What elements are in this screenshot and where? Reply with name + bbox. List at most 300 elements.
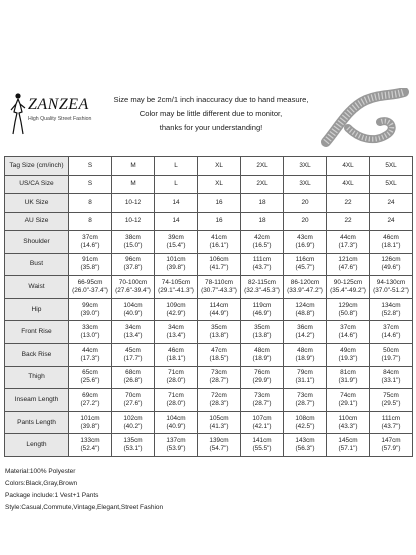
size-cell: 14: [155, 212, 198, 231]
size-cell: S: [69, 175, 112, 194]
cm-value: 37cm: [82, 233, 98, 241]
inch-value: (29.1"): [338, 399, 358, 407]
cm-value: 70cm: [125, 391, 141, 399]
measure-row: [5, 276, 413, 299]
header: [0, 88, 416, 152]
cm-value: 135cm: [123, 437, 143, 445]
measure-cell: [155, 276, 198, 299]
inch-value: (40.9"): [166, 422, 186, 430]
size-cell: 3XL: [284, 175, 327, 194]
measure-cell: [198, 366, 241, 389]
inch-value: (55.5"): [252, 445, 272, 453]
measure-cell: [284, 253, 327, 276]
size-cell: 5XL: [370, 175, 413, 194]
inch-value: (16.9"): [295, 241, 315, 249]
inch-value: (19.7"): [381, 354, 401, 362]
cm-value: 133cm: [80, 437, 100, 445]
measure-cell: [69, 253, 112, 276]
inch-value: (56.3"): [295, 445, 315, 453]
size-cell: 22: [327, 194, 370, 213]
measure-cell: [327, 276, 370, 299]
inch-value: (32.3"-45.3"): [244, 286, 280, 294]
inch-value: (28.7"): [295, 399, 315, 407]
measure-cell: [155, 434, 198, 457]
fashion-figure-icon: [8, 92, 28, 136]
measure-cell: [112, 298, 155, 321]
cm-value: 79cm: [297, 369, 313, 377]
measure-cell: [370, 389, 413, 412]
measure-cell: [284, 343, 327, 366]
inch-value: (49.6"): [381, 264, 401, 272]
measure-row: [5, 389, 413, 412]
inch-value: (16.1"): [209, 241, 229, 249]
cm-value: 38cm: [125, 233, 141, 241]
cm-value: 104cm: [166, 414, 186, 422]
row-label: Hip: [5, 298, 69, 321]
measure-cell: [241, 434, 284, 457]
cm-value: 73cm: [211, 369, 227, 377]
inch-value: (39.8"): [166, 264, 186, 272]
size-cell: 10-12: [112, 212, 155, 231]
cm-value: 35cm: [211, 324, 227, 332]
cm-value: 101cm: [166, 256, 186, 264]
cm-value: 69cm: [82, 391, 98, 399]
cm-value: 37cm: [383, 324, 399, 332]
inch-value: (41.7"): [209, 264, 229, 272]
cm-value: 102cm: [123, 414, 143, 422]
size-cell: 4XL: [327, 157, 370, 176]
measure-cell: [198, 298, 241, 321]
cm-value: 73cm: [297, 391, 313, 399]
info-colors: Colors:Black,Gray,Brown: [5, 480, 78, 487]
size-cell: 4XL: [327, 175, 370, 194]
cm-value: 46cm: [168, 346, 184, 354]
row-label: Bust: [5, 253, 69, 276]
cm-value: 105cm: [209, 414, 229, 422]
measure-cell: [112, 253, 155, 276]
inch-value: (54.7"): [209, 445, 229, 453]
measure-cell: [370, 434, 413, 457]
cm-value: 81cm: [340, 369, 356, 377]
inch-value: (40.9"): [123, 309, 143, 317]
inch-value: (13.0"): [80, 332, 100, 340]
inch-value: (27.6"): [123, 399, 143, 407]
cm-value: 34cm: [125, 324, 141, 332]
cm-value: 78-110cm: [205, 278, 233, 286]
size-row: [5, 194, 413, 213]
measure-row: [5, 253, 413, 276]
size-cell: 5XL: [370, 157, 413, 176]
inch-value: (27.6"-39.4"): [115, 286, 151, 294]
measure-cell: [69, 411, 112, 434]
cm-value: 39cm: [168, 233, 184, 241]
measure-cell: [112, 366, 155, 389]
measure-cell: [241, 343, 284, 366]
measure-cell: [370, 276, 413, 299]
cm-value: 37cm: [340, 324, 356, 332]
measure-cell: [112, 276, 155, 299]
measure-cell: [370, 321, 413, 344]
measure-cell: [155, 231, 198, 254]
measure-cell: [327, 411, 370, 434]
cm-value: 44cm: [82, 346, 98, 354]
inch-value: (19.3"): [338, 354, 358, 362]
cm-value: 47cm: [211, 346, 227, 354]
measure-cell: [327, 298, 370, 321]
measure-row: [5, 321, 413, 344]
inch-value: (29.5"): [381, 399, 401, 407]
cm-value: 139cm: [209, 437, 229, 445]
cm-value: 48cm: [297, 346, 313, 354]
inch-value: (42.5"): [295, 422, 315, 430]
cm-value: 119cm: [252, 301, 272, 309]
inch-value: (14.2"): [295, 332, 315, 340]
inch-value: (28.0"): [166, 399, 186, 407]
cm-value: 99cm: [82, 301, 98, 309]
inch-value: (29.1"-41.3"): [158, 286, 194, 294]
measure-cell: [198, 389, 241, 412]
cm-value: 116cm: [295, 256, 315, 264]
inch-value: (28.7"): [252, 399, 272, 407]
measure-cell: [69, 231, 112, 254]
inch-value: (28.3"): [209, 399, 229, 407]
cm-value: 111cm: [381, 414, 401, 422]
measure-cell: [112, 321, 155, 344]
note-line: Size may be 2cm/1 inch inaccuracy due to hand measure,: [113, 95, 309, 104]
measure-cell: [284, 366, 327, 389]
inch-value: (27.2"): [80, 399, 100, 407]
size-cell: 22: [327, 212, 370, 231]
measure-row: [5, 411, 413, 434]
measuring-tape-icon: [318, 88, 412, 152]
measure-cell: [327, 434, 370, 457]
inch-value: (33.9"-47.2"): [287, 286, 323, 294]
size-cell: 20: [284, 212, 327, 231]
size-cell: 2XL: [241, 157, 284, 176]
measure-cell: [69, 298, 112, 321]
cm-value: 71cm: [168, 391, 184, 399]
cm-value: 96cm: [125, 256, 141, 264]
inch-value: (14.6"): [338, 332, 358, 340]
cm-value: 41cm: [211, 233, 227, 241]
cm-value: 70-100cm: [118, 278, 148, 286]
cm-value: 82-115cm: [248, 278, 276, 286]
measure-cell: [198, 276, 241, 299]
brand-name: ZANZEA: [28, 96, 89, 113]
size-cell: 18: [241, 194, 284, 213]
inch-value: (16.5"): [252, 241, 272, 249]
row-label: Inseam Length: [5, 389, 69, 412]
measure-cell: [284, 298, 327, 321]
measure-cell: [155, 366, 198, 389]
row-label: US/CA Size: [5, 175, 69, 194]
inch-value: (17.3"): [80, 354, 100, 362]
inch-value: (39.8"): [80, 422, 100, 430]
measure-cell: [370, 343, 413, 366]
inch-value: (26.0"-37.4"): [72, 286, 108, 294]
size-cell: M: [112, 157, 155, 176]
cm-value: 134cm: [381, 301, 401, 309]
inch-value: (42.1"): [252, 422, 272, 430]
measure-cell: [327, 343, 370, 366]
inch-value: (53.1"): [123, 445, 143, 453]
measure-cell: [284, 231, 327, 254]
measure-cell: [69, 343, 112, 366]
brand-tagline: High Quality Street Fashion: [28, 116, 92, 122]
cm-value: 33cm: [82, 324, 98, 332]
size-cell: 24: [370, 194, 413, 213]
inch-value: (37.8"): [123, 264, 143, 272]
inch-value: (52.8"): [381, 309, 401, 317]
cm-value: 104cm: [123, 301, 143, 309]
cm-value: 124cm: [295, 301, 315, 309]
size-cell: L: [155, 175, 198, 194]
measure-cell: [241, 231, 284, 254]
measure-cell: [241, 276, 284, 299]
inch-value: (33.1"): [381, 377, 401, 385]
size-cell: 16: [198, 212, 241, 231]
measure-cell: [69, 276, 112, 299]
measure-cell: [327, 389, 370, 412]
measure-cell: [198, 434, 241, 457]
measure-cell: [370, 231, 413, 254]
cm-value: 101cm: [80, 414, 100, 422]
inch-value: (43.3"): [338, 422, 358, 430]
measure-cell: [69, 389, 112, 412]
measure-cell: [370, 411, 413, 434]
measure-cell: [370, 253, 413, 276]
measure-cell: [241, 298, 284, 321]
cm-value: 73cm: [254, 391, 270, 399]
measure-cell: [155, 411, 198, 434]
inch-value: (13.8"): [209, 332, 229, 340]
measure-cell: [155, 298, 198, 321]
measure-cell: [327, 321, 370, 344]
inch-value: (53.9"): [166, 445, 186, 453]
measure-cell: [112, 389, 155, 412]
inch-value: (18.1"): [166, 354, 186, 362]
cm-value: 121cm: [338, 256, 358, 264]
cm-value: 141cm: [252, 437, 272, 445]
inch-value: (45.7"): [295, 264, 315, 272]
cm-value: 46cm: [383, 233, 399, 241]
cm-value: 110cm: [338, 414, 358, 422]
measure-cell: [155, 253, 198, 276]
inch-value: (42.9"): [166, 309, 186, 317]
measure-cell: [284, 411, 327, 434]
inch-value: (43.7"): [381, 422, 401, 430]
measure-cell: [69, 434, 112, 457]
size-row: [5, 157, 413, 176]
inch-value: (13.8"): [252, 332, 272, 340]
inch-value: (18.5"): [209, 354, 229, 362]
measure-row: [5, 434, 413, 457]
cm-value: 43cm: [297, 233, 313, 241]
size-cell: 8: [69, 194, 112, 213]
inch-value: (57.1"): [338, 445, 358, 453]
cm-value: 107cm: [252, 414, 272, 422]
measure-cell: [112, 231, 155, 254]
cm-value: 42cm: [254, 233, 270, 241]
info-package: Package include:1 Vest+1 Pants: [5, 492, 99, 499]
note-line: thanks for your understanding!: [159, 123, 263, 132]
cm-value: 36cm: [297, 324, 313, 332]
measure-cell: [198, 411, 241, 434]
cm-value: 35cm: [254, 324, 270, 332]
size-row: [5, 175, 413, 194]
measure-cell: [284, 321, 327, 344]
cm-value: 94-130cm: [376, 278, 406, 286]
inch-value: (25.6"): [80, 377, 100, 385]
measure-cell: [327, 366, 370, 389]
size-cell: 8: [69, 212, 112, 231]
size-cell: 16: [198, 194, 241, 213]
measure-row: [5, 366, 413, 389]
cm-value: 111cm: [252, 256, 272, 264]
info-style: Style:Casual,Commute,Vintage,Elegant,Street Fashion: [5, 504, 164, 511]
info-material: Material:100% Polyester: [5, 468, 76, 475]
inch-value: (17.3"): [338, 241, 358, 249]
size-chart-table: [4, 156, 413, 457]
measure-cell: [327, 231, 370, 254]
cm-value: 108cm: [295, 414, 315, 422]
inch-value: (28.0"): [166, 377, 186, 385]
cm-value: 71cm: [168, 369, 184, 377]
measure-cell: [241, 411, 284, 434]
measure-cell: [69, 366, 112, 389]
inch-value: (48.8"): [295, 309, 315, 317]
row-label: Back Rise: [5, 343, 69, 366]
size-cell: XL: [198, 175, 241, 194]
size-cell: 18: [241, 212, 284, 231]
measure-cell: [198, 321, 241, 344]
cm-value: 114cm: [209, 301, 229, 309]
inch-value: (31.1"): [295, 377, 315, 385]
inch-value: (39.0"): [80, 309, 100, 317]
inch-value: (50.8"): [338, 309, 358, 317]
measure-cell: [155, 389, 198, 412]
cm-value: 65cm: [82, 369, 98, 377]
measure-cell: [112, 411, 155, 434]
cm-value: 68cm: [125, 369, 141, 377]
cm-value: 84cm: [383, 369, 399, 377]
cm-value: 76cm: [254, 369, 270, 377]
measure-cell: [284, 434, 327, 457]
inch-value: (26.8"): [123, 377, 143, 385]
inch-value: (18.9"): [295, 354, 315, 362]
measure-cell: [155, 343, 198, 366]
size-cell: 2XL: [241, 175, 284, 194]
size-cell: 14: [155, 194, 198, 213]
cm-value: 74-105cm: [161, 278, 191, 286]
cm-value: 86-120cm: [290, 278, 320, 286]
measure-cell: [112, 343, 155, 366]
product-info: [5, 466, 405, 514]
row-label: UK Size: [5, 194, 69, 213]
inch-value: (37.0"-51.2"): [373, 286, 409, 294]
size-cell: 10-12: [112, 194, 155, 213]
measure-row: [5, 298, 413, 321]
cm-value: 109cm: [166, 301, 186, 309]
row-label: Waist: [5, 276, 69, 299]
row-label: Thigh: [5, 366, 69, 389]
measure-cell: [284, 276, 327, 299]
inch-value: (44.9"): [209, 309, 229, 317]
size-cell: 3XL: [284, 157, 327, 176]
cm-value: 147cm: [381, 437, 401, 445]
cm-value: 129cm: [338, 301, 358, 309]
measure-cell: [198, 343, 241, 366]
cm-value: 91cm: [82, 256, 98, 264]
cm-value: 50cm: [383, 346, 399, 354]
cm-value: 72cm: [211, 391, 227, 399]
size-cell: L: [155, 157, 198, 176]
cm-value: 66-95cm: [77, 278, 103, 286]
measure-cell: [241, 253, 284, 276]
cm-value: 45cm: [125, 346, 141, 354]
inch-value: (29.9"): [252, 377, 272, 385]
measure-cell: [284, 389, 327, 412]
cm-value: 34cm: [168, 324, 184, 332]
inch-value: (52.4"): [80, 445, 100, 453]
measure-row: [5, 231, 413, 254]
cm-value: 106cm: [209, 256, 229, 264]
inch-value: (40.2"): [123, 422, 143, 430]
row-label: Shoulder: [5, 231, 69, 254]
inch-value: (41.3"): [209, 422, 229, 430]
inch-value: (18.9"): [252, 354, 272, 362]
measure-cell: [198, 253, 241, 276]
measure-cell: [155, 321, 198, 344]
size-cell: 20: [284, 194, 327, 213]
note-line: Color may be little different due to monitor,: [139, 109, 283, 118]
inch-value: (18.1"): [381, 241, 401, 249]
cm-value: 137cm: [166, 437, 186, 445]
row-label: Front Rise: [5, 321, 69, 344]
cm-value: 44cm: [340, 233, 356, 241]
row-label: Tag Size (cm/inch): [5, 157, 69, 176]
inch-value: (14.6"): [80, 241, 100, 249]
inch-value: (14.6"): [381, 332, 401, 340]
inch-value: (57.9"): [381, 445, 401, 453]
inch-value: (46.9"): [252, 309, 272, 317]
inch-value: (15.0"): [123, 241, 143, 249]
inch-value: (35.4"-49.2"): [330, 286, 366, 294]
cm-value: 48cm: [254, 346, 270, 354]
size-row: [5, 212, 413, 231]
cm-value: 145cm: [338, 437, 358, 445]
cm-value: 126cm: [381, 256, 401, 264]
brand-logo: [6, 92, 106, 136]
cm-value: 143cm: [295, 437, 315, 445]
measure-cell: [69, 321, 112, 344]
size-cell: M: [112, 175, 155, 194]
row-label: AU Size: [5, 212, 69, 231]
size-cell: 24: [370, 212, 413, 231]
measure-cell: [241, 389, 284, 412]
cm-value: 75cm: [383, 391, 399, 399]
cm-value: 49cm: [340, 346, 356, 354]
measure-cell: [198, 231, 241, 254]
measure-cell: [370, 366, 413, 389]
cm-value: 90-125cm: [333, 278, 363, 286]
cm-value: 74cm: [340, 391, 356, 399]
measure-cell: [112, 434, 155, 457]
inch-value: (31.9"): [338, 377, 358, 385]
inch-value: (30.7"-43.3"): [201, 286, 237, 294]
inch-value: (35.8"): [80, 264, 100, 272]
measure-cell: [241, 366, 284, 389]
